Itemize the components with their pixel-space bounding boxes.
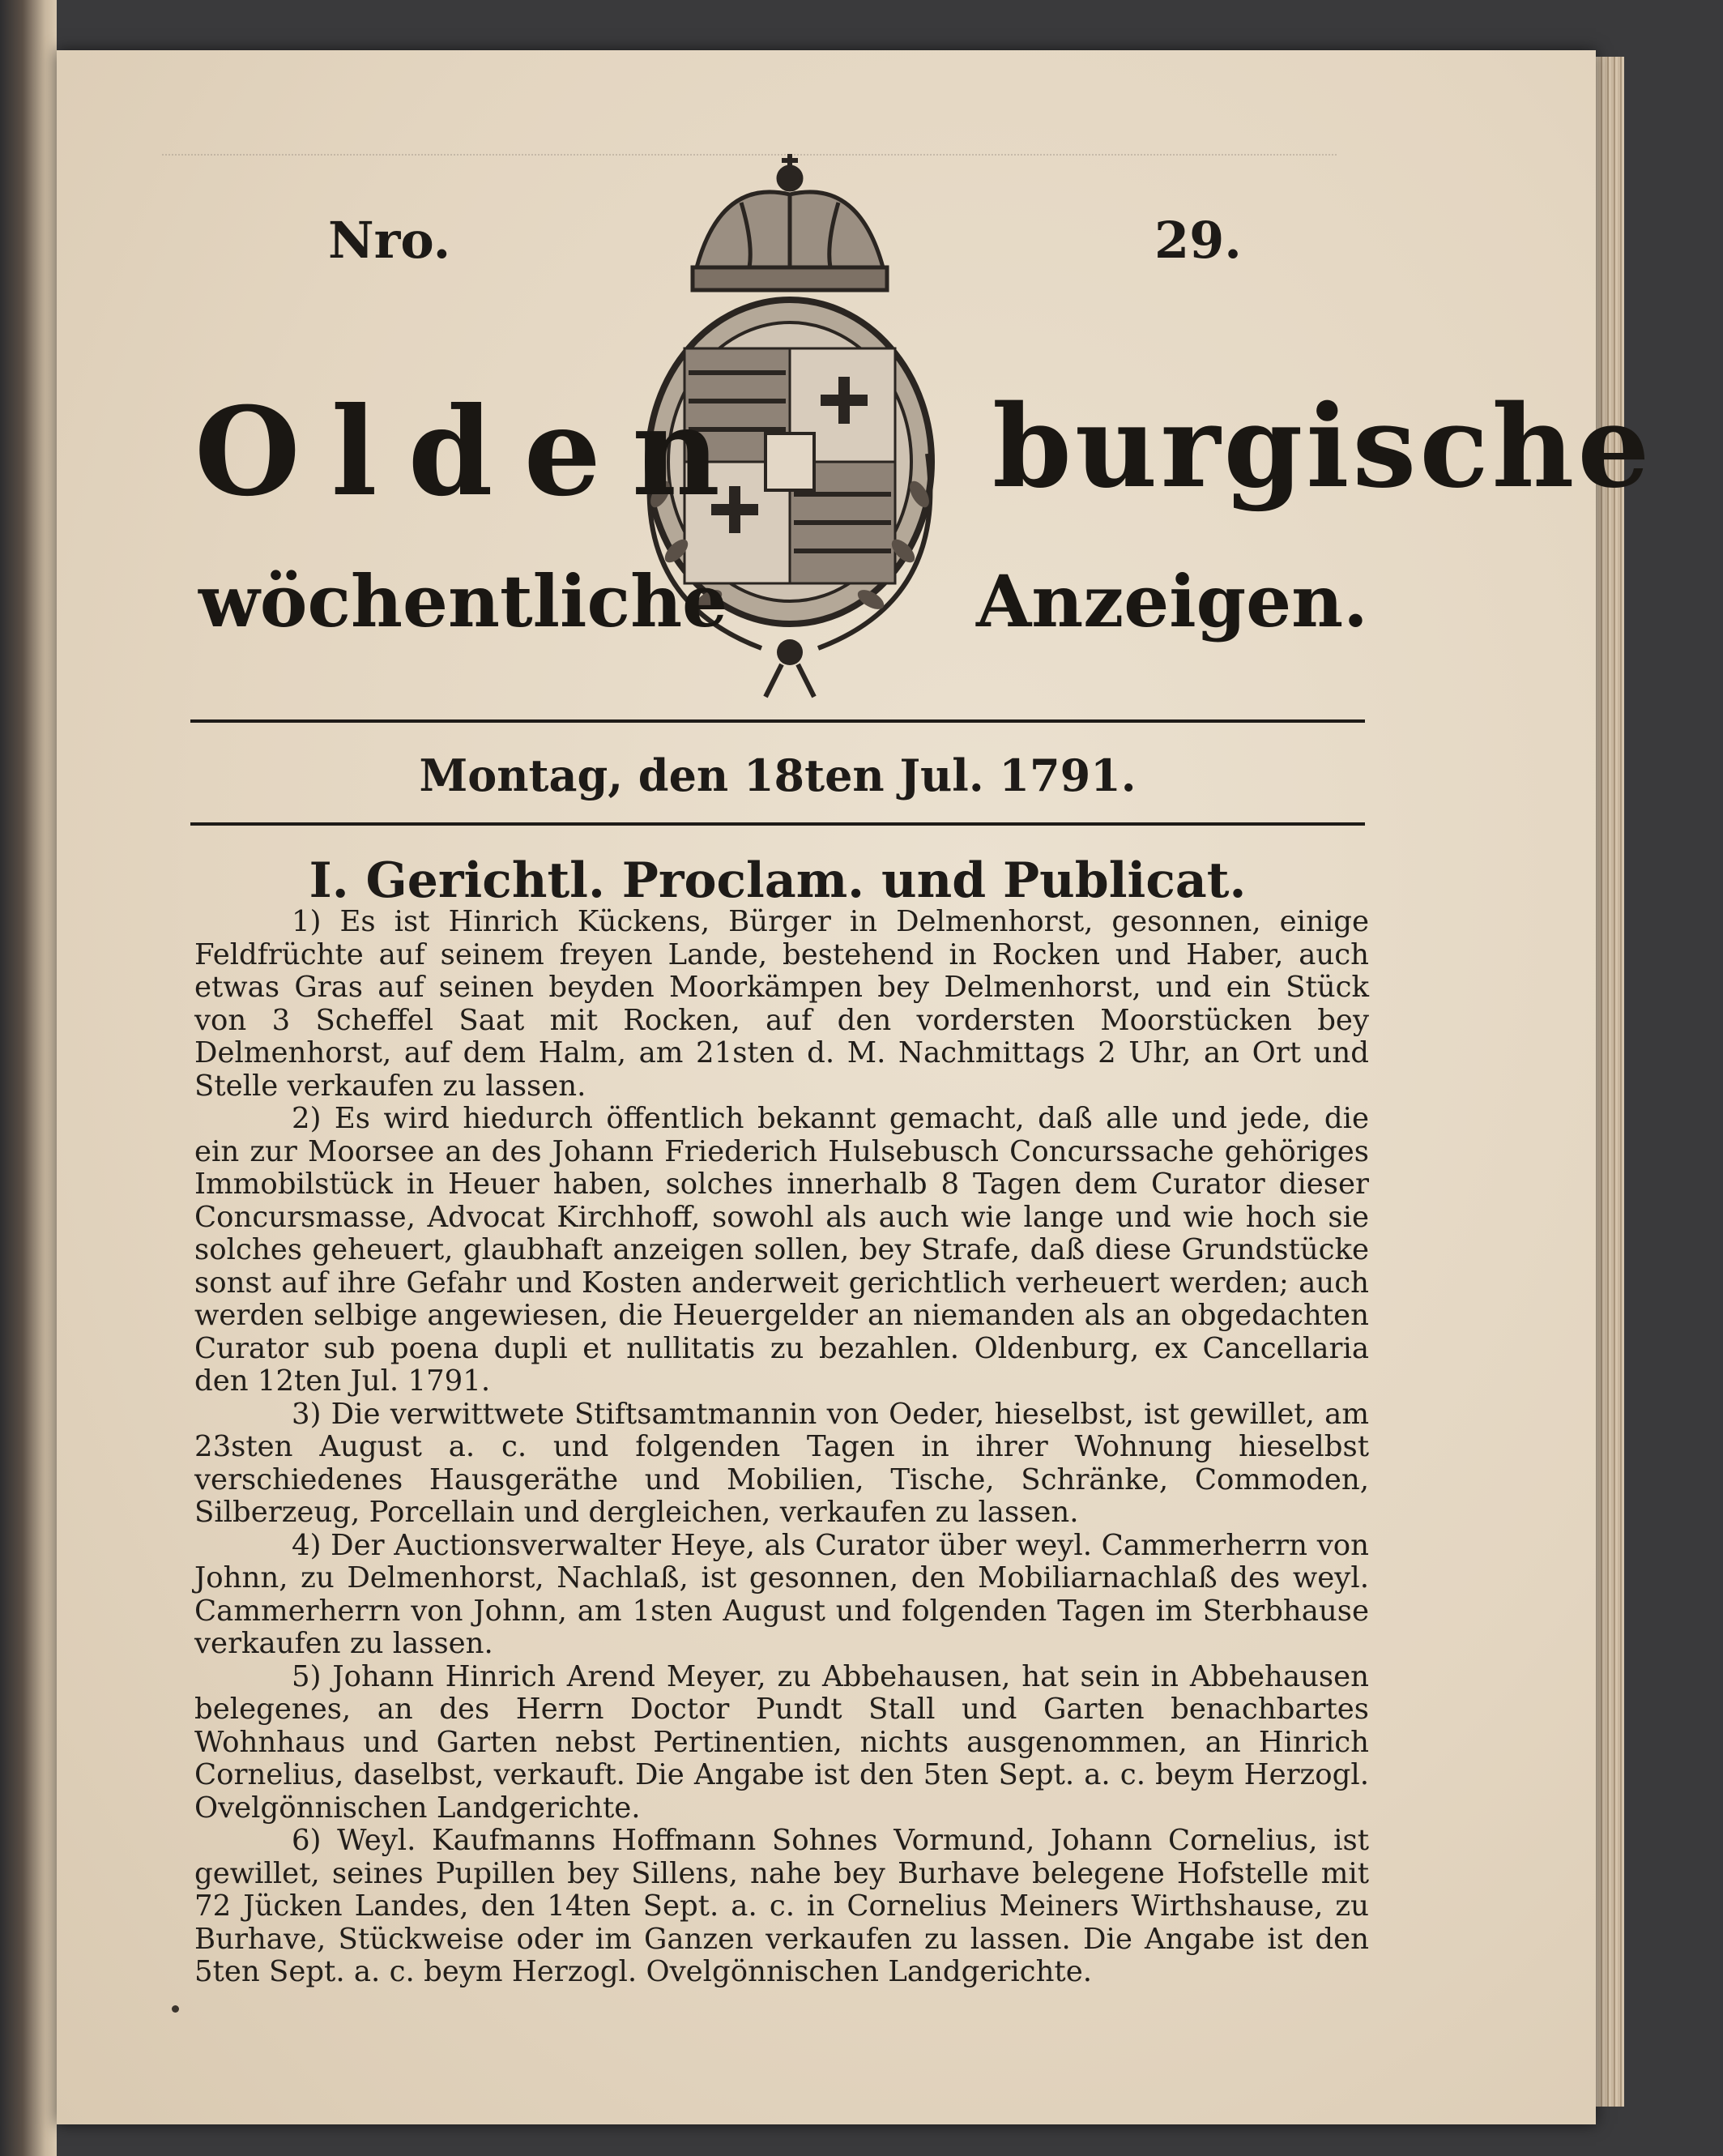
section-title: I. Gerichtl. Proclam. und Publicat. (309, 852, 1247, 909)
top-divider (190, 719, 1365, 723)
issue-date: Montag, den 18ten Jul. 1791. (419, 749, 1137, 801)
masthead-subtitle-right: Anzeigen. (976, 559, 1368, 643)
notice-paragraph: 5) Johann Hinrich Arend Meyer, zu Abbehausen, hat sein in Abbehausen belegenes, an des Herrn Doctor Pundt Stall und Garten benachbartes Wohnhaus und Garten nebst Pertinentien, nichts ausgenommen, an Hinrich Cornelius, daselbst, verkauft. Die Angabe ist den 5ten Sept. a. c. beym Herzogl. Ovelgönnischen Landgerichte. (194, 1659, 1369, 1825)
notice-paragraph: 2) Es wird hiedurch öffentlich bekannt gemacht, daß alle und jede, die ein zur Moorsee an des Johann Friederich Hulsebusch Concurssache gehöriges Immobilstück in Heuer haben, solches innerhalb 8 Tagen dem Curator dieser Concursmasse, Advocat Kirchhoff, sowohl als auch wie lange und wie hoch sie solches geheuert, glaubhaft anzeigen sollen, bey Strafe, daß diese Grundstücke sonst auf ihre Gefahr und Kosten anderweit gerichtlich verheuert werden; auch werden selbige angewiesen, die Heuergelder an niemanden als an obgedachten Curator sub poena dupli et nullitatis zu bezahlen. Oldenburg, ex Cancellaria den 12ten Jul. 1791. (194, 1102, 1369, 1398)
page-edges (1592, 57, 1624, 2107)
masthead-title-left: Olden (194, 381, 752, 523)
book-gutter (0, 0, 57, 2156)
masthead-title-right: burgische (992, 381, 1653, 514)
notice-paragraph: 6) Weyl. Kaufmanns Hoffmann Sohnes Vormund, Johann Cornelius, ist gewillet, seines Pupillen bey Sillens, nahe bey Burhave belegene Hofstelle mit 72 Jücken Landes, den 14ten Sept. a. c. in Cornelius Meiners Wirthshause, zu Burhave, Stückweise oder im Ganzen verkaufen zu lassen. Die Angabe ist den 5ten Sept. a. c. beym Herzogl. Ovelgönnischen Landgerichte. (194, 1824, 1369, 1988)
notice-paragraph: 4) Der Auctionsverwalter Heye, als Curator über weyl. Cammerherrn von Johnn, zu Delmenhorst, Nachlaß, ist gesonnen, den Mobiliarnachlaß des weyl. Cammerherrn von Johnn, am 1sten August und folgenden Tagen im Sterbhause verkaufen zu lassen. (194, 1528, 1369, 1660)
ink-spot (172, 2005, 179, 2013)
issue-label: Nro. (328, 211, 451, 270)
issue-number: 29. (1154, 211, 1242, 270)
bottom-divider (190, 822, 1365, 826)
notice-body (194, 906, 1369, 1989)
notice-paragraph: 1) Es ist Hinrich Kückens, Bürger in Delmenhorst, gesonnen, einige Feldfrüchte auf seinem freyen Lande, bestehend in Rocken und Haber, auch etwas Gras auf seinen beyden Moorkämpen bey Delmenhorst, und ein Stück von 3 Scheffel Saat mit Rocken, auf den vordersten Moorstücken bey Delmenhorst, auf dem Halm, am 21sten d. M. Nachmittags 2 Uhr, an Ort und Stelle verkaufen zu lassen. (194, 905, 1369, 1103)
notice-paragraph: 3) Die verwittwete Stiftsamtmannin von Oeder, hieselbst, ist gewillet, am 23sten August a. c. und folgenden Tagen in ihrer Wohnung hieselbst verschiedenes Hausgeräthe und Mobilien, Tische, Schränke, Commoden, Silberzeug, Porcellain und dergleichen, verkaufen zu lassen. (194, 1397, 1369, 1529)
masthead-subtitle-left: wöchentliche (198, 559, 728, 643)
